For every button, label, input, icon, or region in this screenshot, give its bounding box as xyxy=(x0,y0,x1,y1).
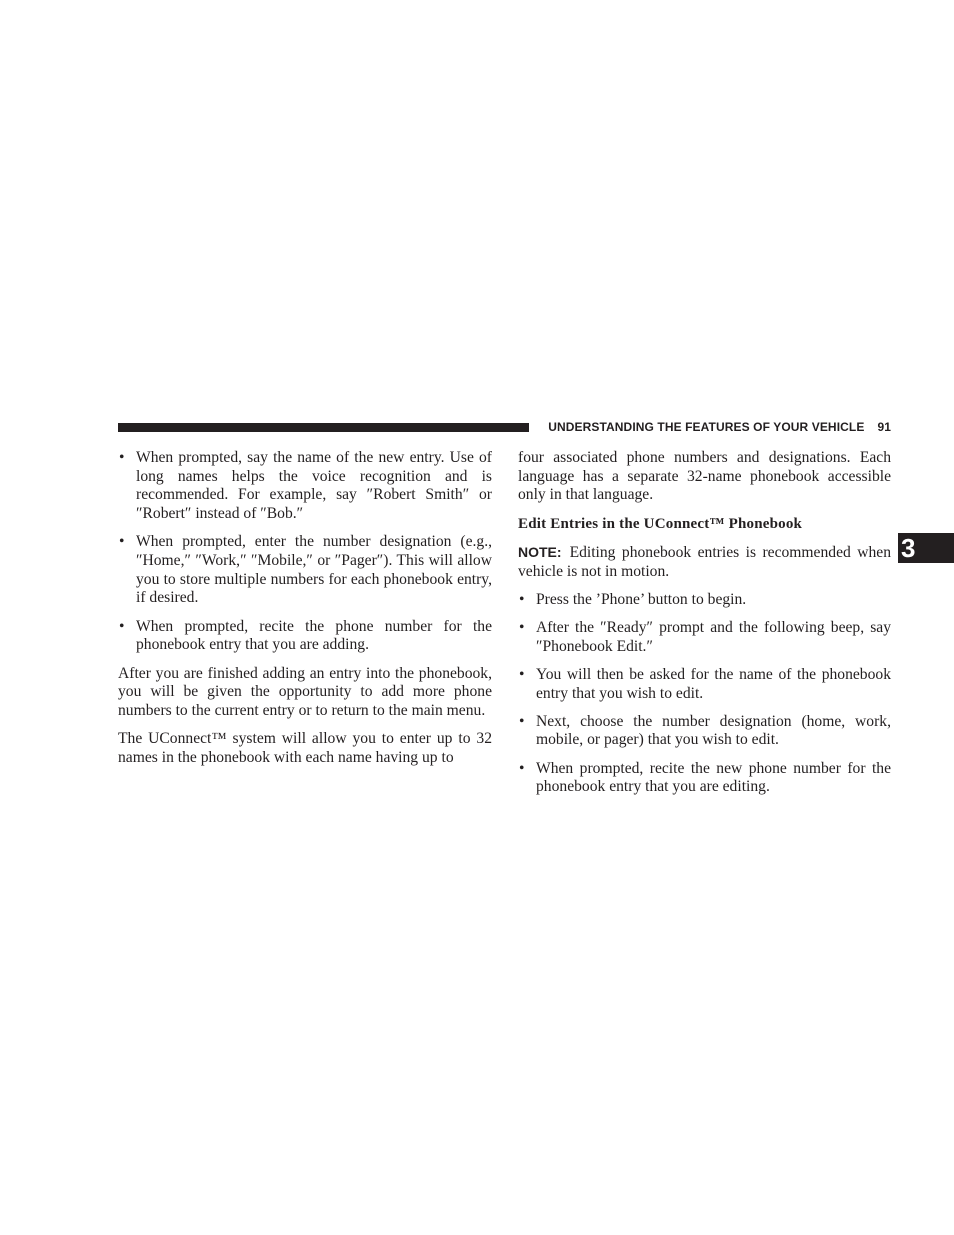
running-header xyxy=(538,420,891,436)
bullet-glyph: • xyxy=(119,533,125,551)
left-column xyxy=(118,449,492,777)
chapter-tab: 3 xyxy=(898,533,954,563)
list-item-text: You will then be asked for the name of the phonebook entry that you wish to edit. xyxy=(536,665,891,702)
list-item-text: When prompted, say the name of the new entry. Use of long names helps the voice recognition and is recommended. For example, say ″Robert Smith″ or ″Robert″ instead of ″Bob.″ xyxy=(136,449,492,523)
list-item xyxy=(518,666,891,703)
bullet-glyph: • xyxy=(519,665,525,683)
bullet-glyph: • xyxy=(119,449,125,466)
paragraph-continuation: four associated phone numbers and designations. Each language has a separate 32-name phonebook accessible only in that language. xyxy=(518,449,891,504)
list-item xyxy=(518,713,891,750)
note xyxy=(518,543,891,581)
list-item xyxy=(518,619,891,656)
paragraph: After you are finished adding an entry into the phonebook, you will be given the opportunity to add more phone numbers to the current entry or to return to the main menu. xyxy=(118,664,492,719)
note-text: Editing phonebook entries is recommended when vehicle is not in motion. xyxy=(518,543,891,580)
note-label: NOTE: xyxy=(518,543,562,560)
header-title: UNDERSTANDING THE FEATURES OF YOUR VEHICLE xyxy=(548,420,865,434)
bullet-glyph: • xyxy=(119,617,125,635)
list-item xyxy=(518,760,891,797)
list-item xyxy=(518,591,891,610)
bullet-glyph: • xyxy=(519,618,525,636)
list-item-text: After the ″Ready″ prompt and the following beep, say ″Phonebook Edit.″ xyxy=(536,618,891,655)
list-item-text: Next, choose the number designation (home, work, mobile, or pager) that you wish to edit. xyxy=(536,712,891,749)
bullet-glyph: • xyxy=(519,712,525,730)
page-number: 91 xyxy=(877,420,891,434)
list-item xyxy=(118,449,492,524)
paragraph: The UConnect™ system will allow you to enter up to 32 names in the phonebook with each name having up to xyxy=(118,730,492,766)
right-column xyxy=(518,449,891,807)
list-item xyxy=(118,533,492,608)
section-heading: Edit Entries in the UConnect™ Phonebook xyxy=(518,515,803,532)
bullet-glyph: • xyxy=(519,759,525,777)
list-item-text: When prompted, recite the new phone number for the phonebook entry that you are editing. xyxy=(536,759,891,796)
list-item-text: When prompted, enter the number designation (e.g., ″Home,″ ″Work,″ ″Mobile,″ or ″Pager″). This will allow you to store multiple numbers for each phonebook entry, if desired. xyxy=(136,533,492,607)
list-item xyxy=(118,618,492,655)
list-item-text: When prompted, recite the phone number for the phonebook entry that you are adding. xyxy=(136,617,492,654)
header-rule xyxy=(118,423,529,432)
list-item-text: Press the ’Phone’ button to begin. xyxy=(536,590,747,608)
bullet-glyph: • xyxy=(519,590,525,608)
